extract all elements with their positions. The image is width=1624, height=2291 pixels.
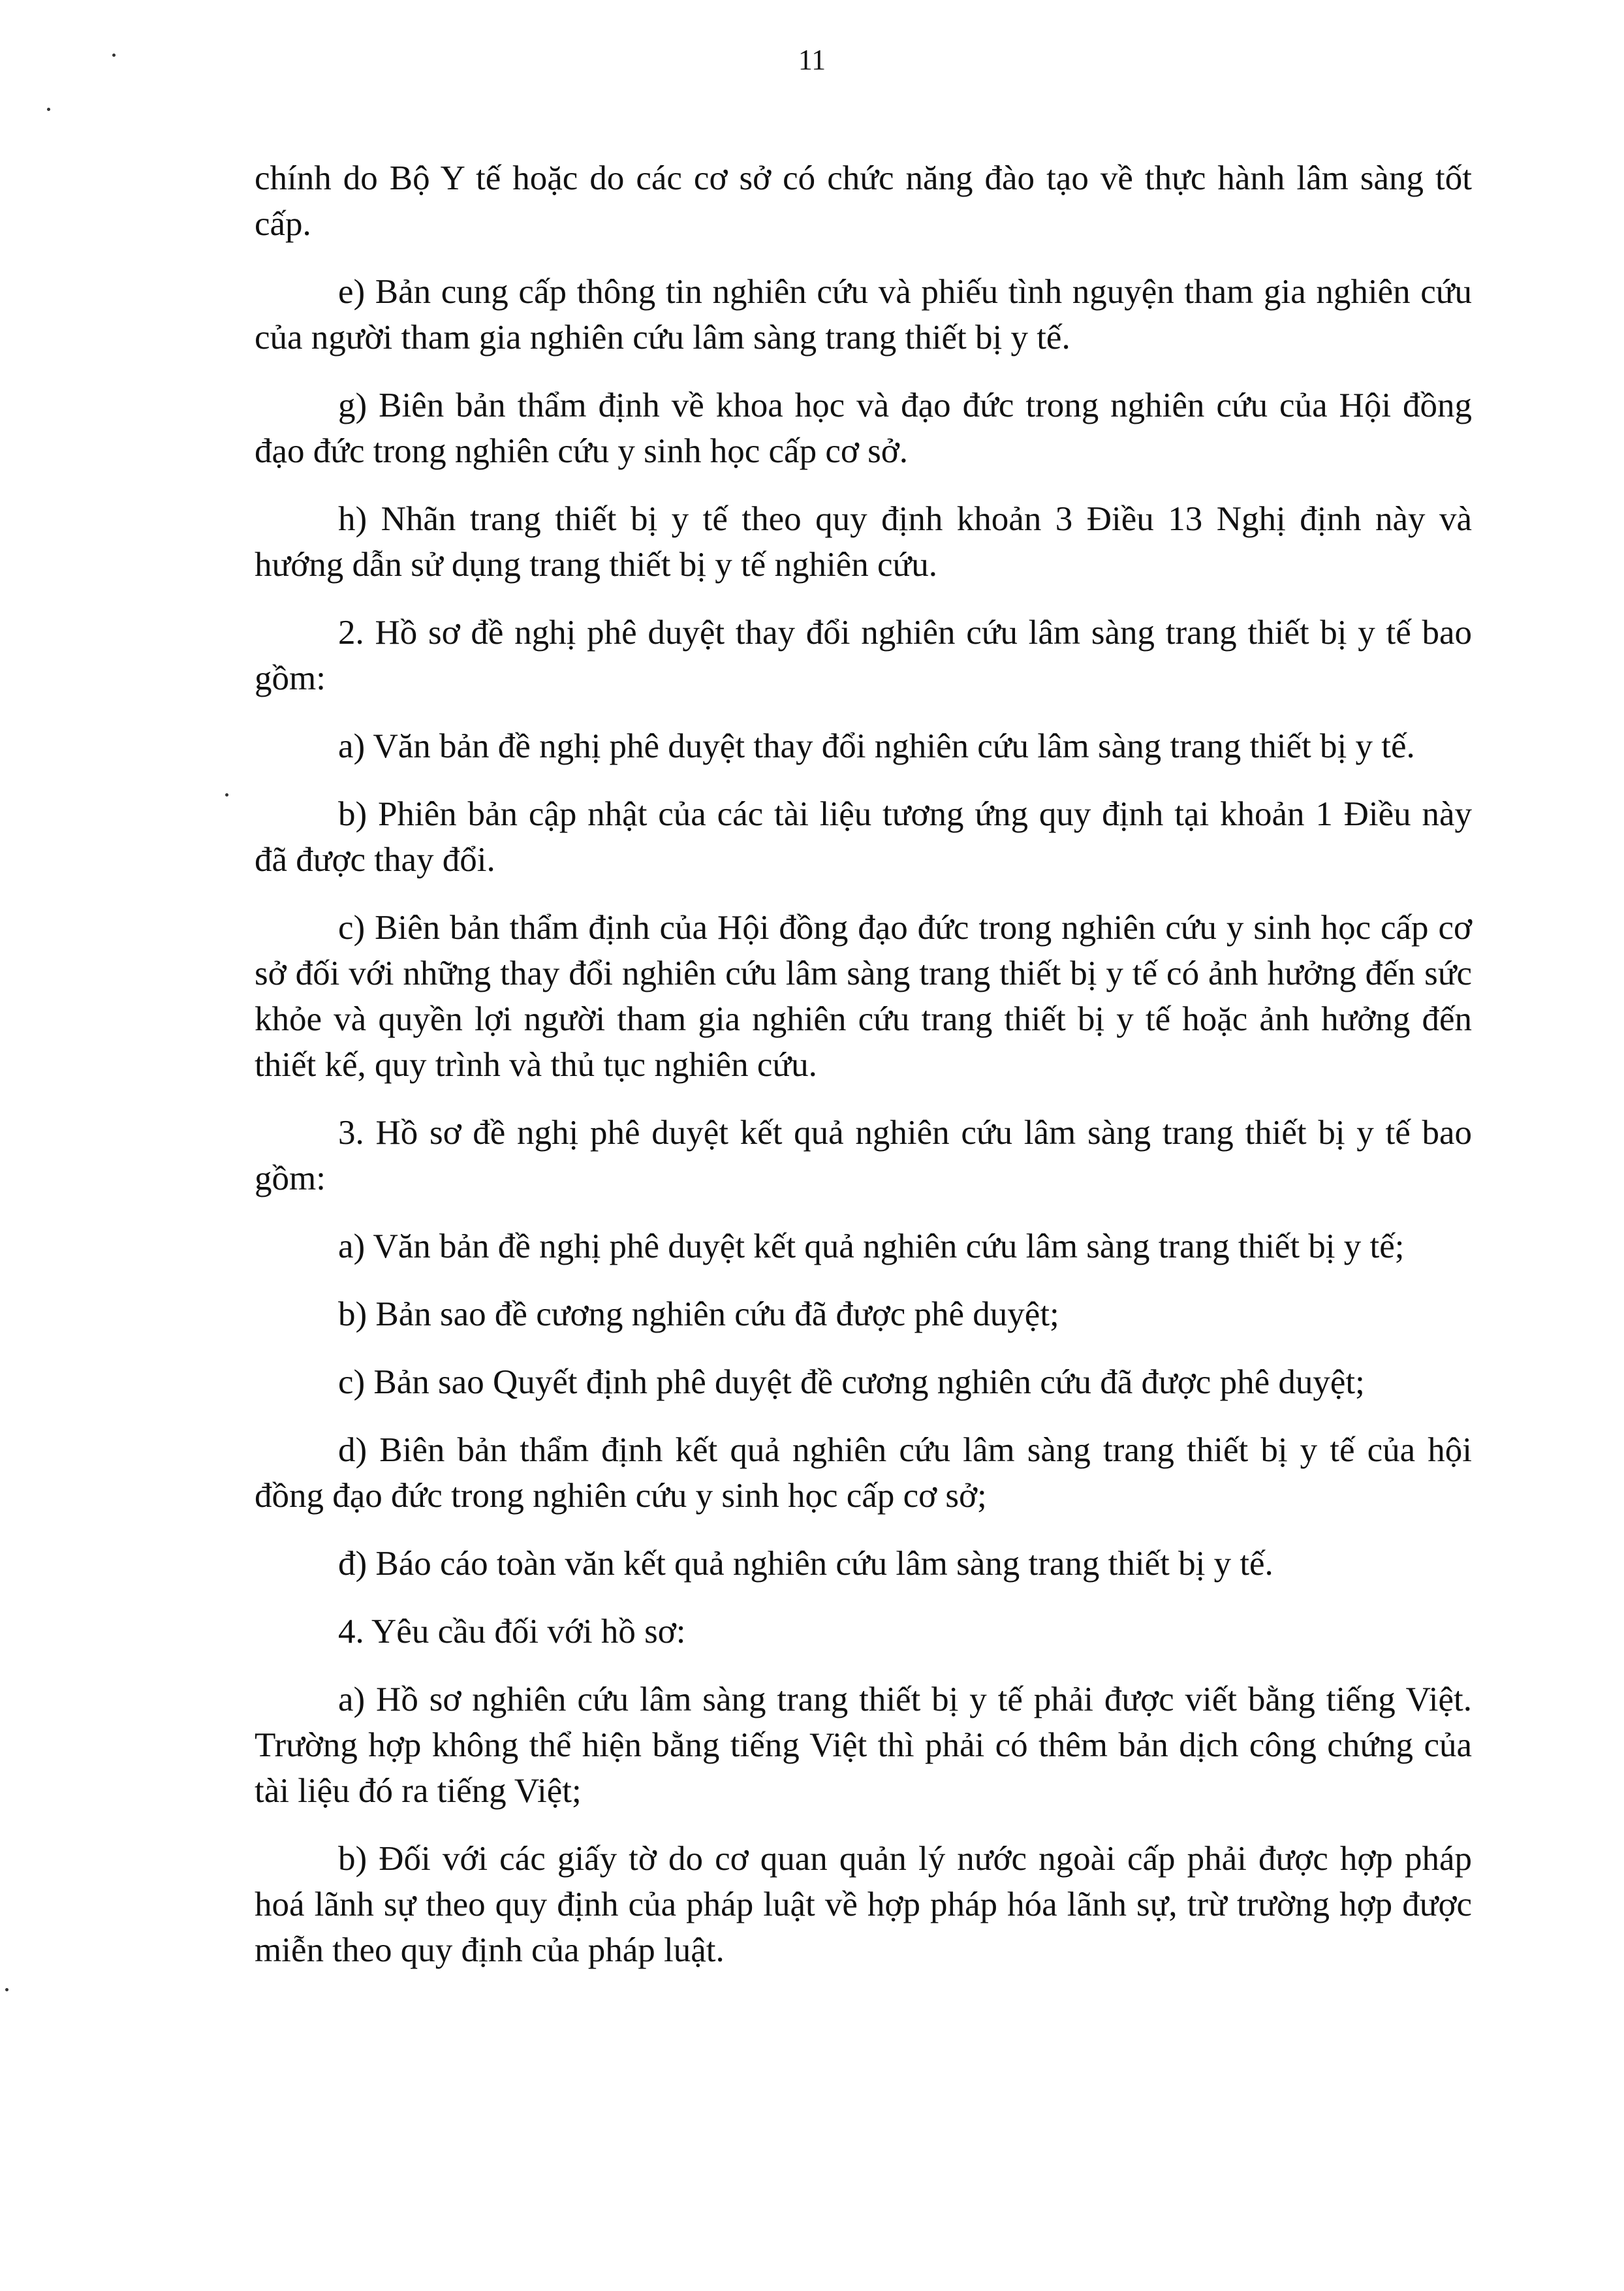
paragraph-continuation: chính do Bộ Y tế hoặc do các cơ sở có chức năng đào tạo về thực hành lâm sàng tốt cấp. <box>255 159 1472 243</box>
paragraph-4a: a) Hồ sơ nghiên cứu lâm sàng trang thiết bị y tế phải được viết bằng tiếng Việt. Trường hợp không thể hiện bằng tiếng Việt thì phải có thêm bản dịch công chứng của tài liệu đó ra tiếng Việt; <box>255 1681 1472 1810</box>
page-number: 11 <box>798 44 826 76</box>
paragraph-clause-3: 3. Hồ sơ đề nghị phê duyệt kết quả nghiên cứu lâm sàng trang thiết bị y tế bao gồm: <box>255 1114 1472 1197</box>
paragraph-clause-2: 2. Hồ sơ đề nghị phê duyệt thay đổi nghiên cứu lâm sàng trang thiết bị y tế bao gồm: <box>255 614 1472 697</box>
paragraph-clause-4: 4. Yêu cầu đối với hồ sơ: <box>338 1613 686 1651</box>
scan-speck <box>5 1988 8 1991</box>
scan-speck <box>47 108 50 111</box>
paragraph-3b: b) Bản sao đề cương nghiên cứu đã được phê duyệt; <box>338 1295 1059 1333</box>
paragraph-3a: a) Văn bản đề nghị phê duyệt kết quả nghiên cứu lâm sàng trang thiết bị y tế; <box>338 1227 1405 1265</box>
paragraph-3dd: đ) Báo cáo toàn văn kết quả nghiên cứu lâm sàng trang thiết bị y tế. <box>338 1545 1273 1583</box>
paragraph-1e: e) Bản cung cấp thông tin nghiên cứu và phiếu tình nguyện tham gia nghiên cứu của người tham gia nghiên cứu lâm sàng trang thiết bị y tế. <box>255 273 1472 356</box>
paragraph-4b: b) Đối với các giấy tờ do cơ quan quản lý nước ngoài cấp phải được hợp pháp hoá lãnh sự theo quy định của pháp luật về hợp pháp hóa lãnh sự, trừ trường hợp được miễn theo quy định của pháp luật. <box>255 1840 1472 1969</box>
document-body <box>255 155 1472 1995</box>
paragraph-3c: c) Bản sao Quyết định phê duyệt đề cương nghiên cứu đã được phê duyệt; <box>338 1363 1365 1401</box>
paragraph-2a: a) Văn bản đề nghị phê duyệt thay đổi nghiên cứu lâm sàng trang thiết bị y tế. <box>338 727 1415 765</box>
paragraph-2c: c) Biên bản thẩm định của Hội đồng đạo đức trong nghiên cứu y sinh học cấp cơ sở đối với những thay đổi nghiên cứu lâm sàng trang thiết bị y tế có ảnh hưởng đến sức khỏe và quyền lợi người tham gia nghiên cứu trang thiết bị y tế hoặc ảnh hưởng đến thiết kế, quy trình và thủ tục nghiên cứu. <box>255 909 1472 1084</box>
paragraph-1g: g) Biên bản thẩm định về khoa học và đạo đức trong nghiên cứu của Hội đồng đạo đức trong nghiên cứu y sinh học cấp cơ sở. <box>255 387 1472 470</box>
paragraph-3d: d) Biên bản thẩm định kết quả nghiên cứu lâm sàng trang thiết bị y tế của hội đồng đạo đức trong nghiên cứu y sinh học cấp cơ sở; <box>255 1431 1472 1515</box>
scan-speck <box>225 793 228 797</box>
scan-speck <box>112 54 116 57</box>
paragraph-1h: h) Nhãn trang thiết bị y tế theo quy định khoản 3 Điều 13 Nghị định này và hướng dẫn sử dụng trang thiết bị y tế nghiên cứu. <box>255 500 1472 584</box>
paragraph-2b: b) Phiên bản cập nhật của các tài liệu tương ứng quy định tại khoản 1 Điều này đã được thay đổi. <box>255 795 1472 879</box>
